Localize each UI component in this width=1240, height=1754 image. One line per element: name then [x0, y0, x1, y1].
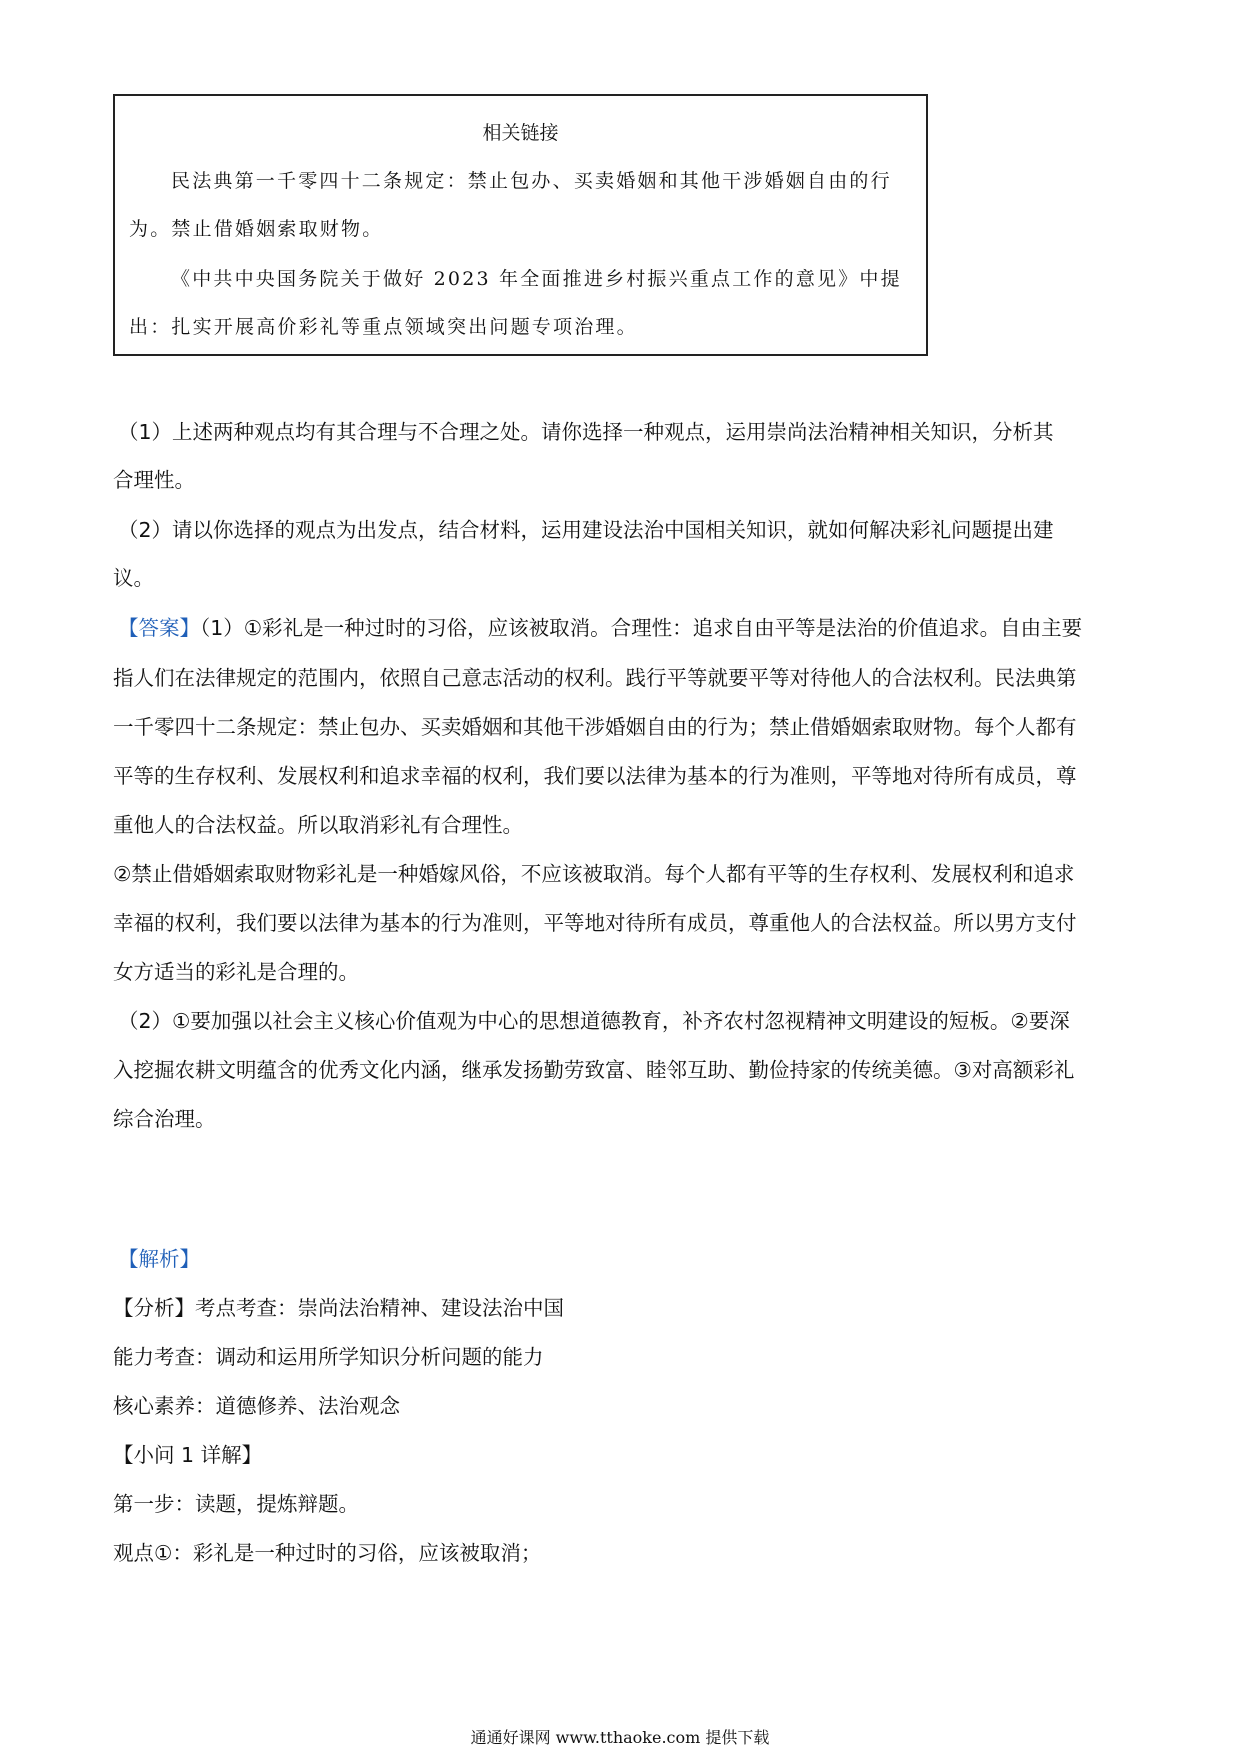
analysis-line: 核心素养：道德修养、法治观念 — [113, 1394, 400, 1418]
link-box-title: 相关链接 — [482, 122, 559, 144]
answer-line: 综合治理。 — [113, 1107, 216, 1131]
answer-tag: 【答案】 — [118, 616, 200, 640]
related-link-box — [113, 94, 928, 356]
question-line: （1）上述两种观点均有其合理与不合理之处。请你选择一种观点，运用崇尚法治精神相关知识，分析其 — [118, 420, 1054, 444]
question-line: 议。 — [113, 566, 154, 590]
answer-line: ②禁止借婚姻索取财物彩礼是一种婚嫁风俗，不应该被取消。每个人都有平等的生存权利、发展权利和追求 — [113, 862, 1075, 886]
answer-line: 一千零四十二条规定：禁止包办、买卖婚姻和其他干涉婚姻自由的行为；禁止借婚姻索取财物。每个人都有 — [113, 715, 1077, 739]
answer-text: （1）①彩礼是一种过时的习俗，应该被取消。合理性：追求自由平等是法治的价值追求。自由主要 — [200, 616, 1083, 640]
analysis-line: 【分析】考点考查：崇尚法治精神、建设法治中国 — [113, 1296, 564, 1320]
analysis-line: 【小问 1 详解】 — [113, 1443, 263, 1467]
link-box-line: 出：扎实开展高价彩礼等重点领域突出问题专项治理。 — [129, 316, 638, 338]
analysis-tag: 【解析】 — [118, 1247, 200, 1271]
link-box-line: 《中共中央国务院关于做好 2023 年全面推进乡村振兴重点工作的意见》中提 — [171, 268, 902, 290]
answer-line: 重他人的合法权益。所以取消彩礼有合理性。 — [113, 813, 523, 837]
answer-line: 入挖掘农耕文明蕴含的优秀文化内涵，继承发扬勤劳致富、睦邻互助、勤俭持家的传统美德。③对高额彩礼 — [113, 1058, 1075, 1082]
answer-line: 指人们在法律规定的范围内，依照自己意志活动的权利。践行平等就要平等对待他人的合法权利。民法典第 — [113, 666, 1077, 690]
analysis-line: 第一步：读题，提炼辩题。 — [113, 1492, 359, 1516]
link-box-line: 民法典第一千零四十二条规定：禁止包办、买卖婚姻和其他干涉婚姻自由的行 — [171, 170, 892, 192]
answer-line: 女方适当的彩礼是合理的。 — [113, 960, 359, 984]
question-line: 合理性。 — [113, 468, 195, 492]
answer-first-line — [118, 614, 1082, 642]
answer-line: 平等的生存权利、发展权利和追求幸福的权利，我们要以法律为基本的行为准则，平等地对待所有成员，尊 — [113, 764, 1077, 788]
question-line: （2）请以你选择的观点为出发点，结合材料，运用建设法治中国相关知识，就如何解决彩礼问题提出建 — [118, 518, 1054, 542]
analysis-line: 观点①：彩礼是一种过时的习俗，应该被取消； — [113, 1541, 542, 1565]
link-box-line: 为。禁止借婚姻索取财物。 — [129, 218, 384, 240]
answer-line: 幸福的权利，我们要以法律为基本的行为准则，平等地对待所有成员，尊重他人的合法权益。所以男方支付 — [113, 911, 1077, 935]
page-footer: 通通好课网 www.tthaoke.com 提供下载 — [470, 1728, 770, 1747]
answer-line: （2）①要加强以社会主义核心价值观为中心的思想道德教育，补齐农村忽视精神文明建设的短板。②要深 — [118, 1009, 1070, 1033]
analysis-line: 能力考查：调动和运用所学知识分析问题的能力 — [113, 1345, 544, 1369]
